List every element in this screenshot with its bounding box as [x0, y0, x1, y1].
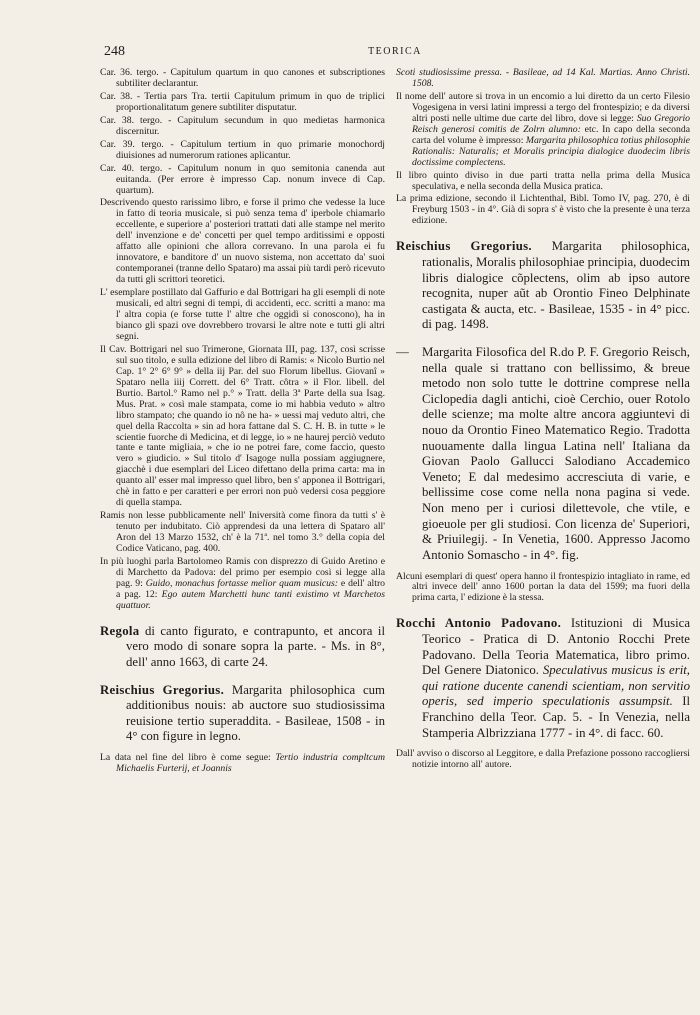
catalog-entry-reischius [100, 683, 385, 745]
entry-heading: Reischius Gregorius. [100, 682, 225, 697]
catalog-entry-margarita-filosofica [396, 345, 690, 564]
footnote: Dall' avviso o discorso al Leggitore, e dalla Prefazione possono raccogliersi notizie intorno all' autore. [396, 748, 690, 771]
running-head: TEORICA [368, 46, 422, 57]
entry-text: Il Franchino della Teor. Cap. 5. - In Venezia, nella Stamperia Albrizziana 1777 - in 4°. di facc. 60. [422, 694, 691, 740]
chapter-entry: Car. 39. tergo. - Capitulum tertium in quo primarie monochordj diuisiones ad numerorum rationes aplicantur. [100, 138, 385, 161]
right-column [396, 68, 690, 773]
text-span: Il nome dell' autore si trova in un encomio a lui diretto da un certo Filesio Vogesigena in versi latini impressi a tergo del frontespizio; e da diversi altri posti nelle ultime due carte del libro, dove si legge: [396, 90, 690, 124]
footnote [100, 753, 385, 775]
entry-heading: Reischius Gregorius. [396, 239, 532, 254]
chapter-entry: Car. 38. - Tertia pars Tra. tertii Capitulum primum in quo de triplici proportionalitatum genere subtiliter disputatur. [100, 90, 385, 113]
description-paragraph [396, 92, 690, 169]
entry-heading: Regola [100, 623, 140, 638]
entry-text: Margarita Filosofica del R.do P. F. Gregorio Reisch, nella quale si trattano con bellissimo, & breue metodo non solo tutte le dottrine comprese nella Ciclopedia dagli antichi, cioè Cerchio, ouer Rotolo delle scienze; ma molte altre ancora aggiuntevi di nouo da Orontio Fineo Matematico Regio. Tradotta nuouamente dalla lingua Latina nell' Italiana da Giovan Paolo Gallucci Salodiano Accademico Veneto; E dal medesimo accresciuta di varie, e bellissime cose come nella nona pagina si vede. Non meno per i curiosi dilettevole, che vtile, e gioeuole per gli studiosi. Con licenza de' Superiori, & Priuilegij. - In Venetia, 1600. Appresso Jacomo Antonio Somascho - in 4°. fig. [422, 345, 690, 562]
entry-text: Margarita philosophica cum additionibus nouis: ab auctore suo studiosissima reuisione tertio superaddita. - Basileae, 1508 - in 4° con figure in legno. [126, 682, 385, 744]
text-span: e dell' altro a pag. 12: [116, 577, 386, 600]
catalog-entry-regola [100, 624, 385, 671]
description-paragraph: Ramis non lesse pubblicamente nell' Iniversità come finora da tutti s' è tenuto per indubitato. Ciò apprendesi da una lettera di Spataro all' Aron del 13 Marzo 1532, ch' è la 71ª. nel tomo 3.° della copia del Codice Vaticano, pag. 400. [100, 510, 385, 555]
chapter-entry: Car. 36. tergo. - Capitulum quartum in quo canones et subscriptiones subtiliter declarantur. [100, 67, 385, 89]
description-paragraph: Descrivendo questo rarissimo libro, e forse il primo che vedesse la luce in fatto di teoria musicale, si può senza tema d' iperbole chiamarlo eccellente, e superiore a' posteriori trattati dati alle stampe nel merito dell' invenzione e de' concetti per quel tempo arditissimi e opposti affatto alle opinioni che allora correvano. In una parola ei fu innovatore, e banditore d' un nuovo sistema, non accettato da' suoi contemporanei (tranne dello Spataro) ma assai più tardi però ricevuto da tutti gli scrittori teoretici. [100, 197, 385, 286]
ditto-dash: — [396, 345, 409, 359]
latin-quote: Suo Gregorio Reisch generosi comitis de Zolrn alumno: [412, 112, 690, 135]
description-paragraph: La prima edizione, secondo il Lichtenthal, Bibl. Tomo IV, pag. 270, è di Freyburg 1503 - in 4°. Già di sopra s' è visto che la presente è una terza edizione. [396, 193, 690, 227]
chapter-entry: Car. 40. tergo. - Capitulum nonum in quo semitonia canenda aut euitanda. (Per errore è impresso Cap. nonum invece di Cap. quartum). [100, 162, 385, 196]
left-column [100, 68, 385, 777]
description-paragraph: L' esemplare postillato dal Gaffurio e dal Bottrigari ha gli esempli di note musicali, ed altri segni di tempi, di accidenti, ecc. scritti a mano: ma l' altra copia (e forse tutte l' altre che oggidì si conoscono), ha in bianco gli spazi ove dovrebbero trovarsi le altre note e tutti gli altri segni. [100, 287, 385, 342]
description-paragraph [100, 557, 385, 612]
chapter-entry: Car. 38. tergo. - Capitulum secundum in quo medietas harmonica discernitur. [100, 114, 385, 137]
entry-text: Margarita philosophica, rationalis, Moralis philosophiae principia, duodecim libris dialogice cõplectens, olim ab ipso autore recognita, nuper aũt ab Orontio Fineo Delphinate castigata & aucta, etc. - Basileae, 1535 - in 4° picc. di pag. 1498. [422, 239, 690, 332]
catalog-entry-reischius-1535 [396, 239, 690, 333]
entry-text: Istituzioni di Musica Teorico - Pratica di D. Antonio Rocchi Prete Padovano. Della Teoria Matematica, libro primo. Del Genere Diatonico. [422, 616, 690, 678]
latin-quote: Ego autem Marchetti hunc tanti existimo vt Marchetos quattuor. [116, 588, 386, 611]
text-span: In più luoghi parla Bartolomeo Ramis con disprezzo di Guido Aretino e di Marchetto da Padova: del primo per esempio così si legge alla pag. 9: [100, 555, 385, 589]
continued-text: Scoti studiosissime pressa. - Basileae, ad 14 Kal. Martias. Anno Christi. 1508. [396, 67, 690, 89]
latin-quote: Speculativus musicus is erit, qui ratione ducente canendi scientiam, non servitio operis, sed imperio speculationis assumpsit. [422, 663, 691, 709]
description-paragraph: Il Cav. Bottrigari nel suo Trimerone, Giornata III, pag. 137, così scrisse sul suo titolo, e sulla edizione del libro di Ramis: « Nicolo Burtio nel Cap. 1° 2° 6° 9° » della iij Par. del suo Florum libellus. Giovanî » Spataro nella iiij Corrett. del 6° Tratt. côtra » il Flor. libell. del Burtio. Bartol.° Ramo nel p.° » Tratt. della 3ª Parte della sua Isag. Mus. Prat. » così male stampata, come io mi habbia veduto » altro libro stampato; che quando io nô ne ha- » uessi maj veduto altri, che quel della Raccolta » sin ad hora fattane dal S. C. H. B. in tutte » le scientie fuorche di Medicina, et di legge, io » ne haurej perciò veduto tante e tante migliaia, » che io ne potrei fare, come faccio, questo vero » giudicio. » Sul titolo d' Isagoge nulla possiam aggiugnere, giacchè i due esemplari del Liceo difettano della prima carta: ma in quanto all' esser mal impresso quel libro, ben s' apponea il Bottrigari, chè in fatto e per caratteri e per errori non può vedersi cosa peggiore di quella stampa. [100, 343, 385, 509]
entry-text: di canto figurato, e contrapunto, et ancora il vero modo di sonare sopra la parte. - Ms. in 8°, dell' anno 1663, di carte 24. [126, 623, 385, 669]
text-span: La data nel fine del libro è come segue: [100, 752, 271, 764]
entry-heading: Rocchi Antonio Padovano. [396, 616, 562, 631]
latin-quote: Tertio industria compltcum Michaelis Furterij, et Joannis [116, 752, 385, 774]
latin-quote: Guido, monachus fortasse melior quam musicus: [145, 577, 339, 589]
catalog-entry-rocchi [396, 616, 690, 741]
page-number: 248 [104, 44, 125, 59]
page-header [100, 44, 690, 64]
text-span: etc. In capo della seconda carta del volume è impresso: [412, 123, 690, 146]
description-paragraph: Alcuni esemplari di quest' opera hanno il frontespizio intagliato in rame, ed altri invece dell' anno 1600 portan la data del 1599; ma fuori della prima carta, l' edizione è la stessa. [396, 570, 690, 604]
latin-quote: Margarita philosophica totius philosophie Rationalis: Naturalis; et Moralis principia dialogice duodecim libris doctissime complectens. [412, 134, 690, 168]
description-paragraph: Il libro quinto diviso in due parti tratta nella prima della Musica speculativa, e nella seconda della Musica pratica. [396, 169, 690, 192]
